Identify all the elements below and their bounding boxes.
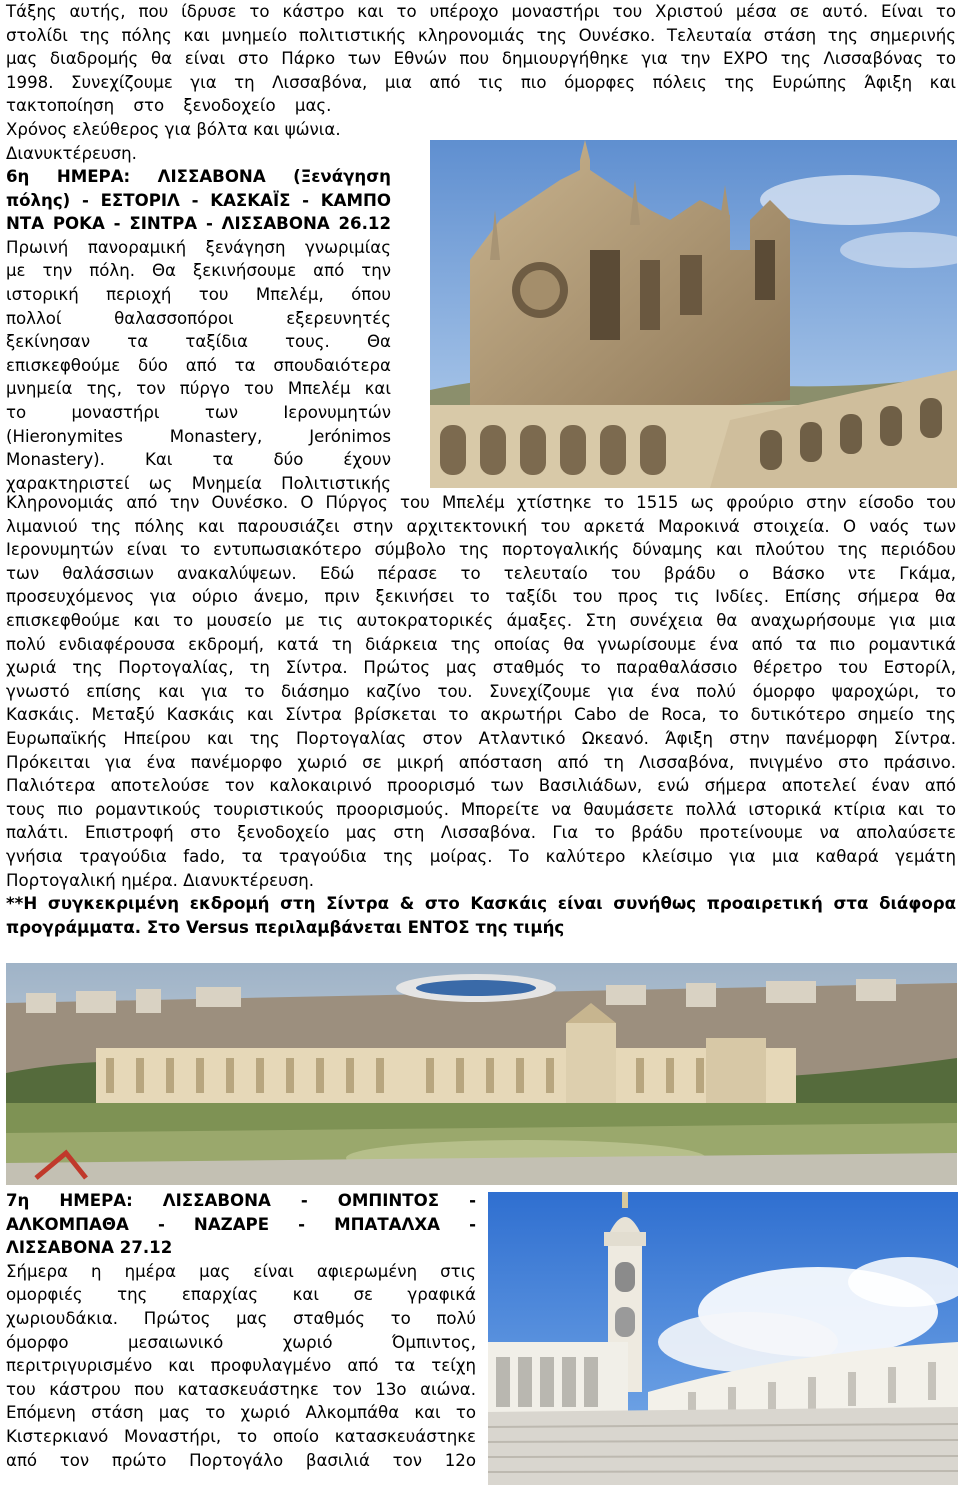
belem-illustration <box>6 963 957 1185</box>
note-line: **Η συγκεκριμένη εκδρομή στη Σίντρα & στο Κασκάις είναι συνήθως προαιρετική στα διάφορα <box>6 894 956 914</box>
day6-column-text <box>6 236 391 496</box>
text-line: τους πιο ρομαντικούς τουριστικούς προορισμούς. Μπορείτε να θαυμάσετε πολλά ιστορικά κτίρια και το <box>6 799 956 819</box>
text-line: Διανυκτέρευση. <box>6 143 137 163</box>
text-line: Επόμενη στάση μας το χωριό Αλκομπάθα και το <box>6 1403 476 1423</box>
text-line: του κάστρου που κατασκευάστηκε τον 13ο αιώνα. <box>6 1379 476 1399</box>
text-line: γνήσια τραγούδια fado, τα τραγούδια της μοίρας. Το καλύτερο κλείσιμο για μια καθαρά γεμάτη <box>6 846 956 866</box>
text-line: πολύ ενδιαφέρουσα εκδρομή, κατά τη διάρκεια της οποίας θα γνωρίσουμε ένα από τα πιο ρομαντικά <box>6 634 956 654</box>
text-line: Παλιότερα αποτελούσε τον καλοκαιρινό προορισμό των Βασιλιάδων, ενώ σήμερα αποτελεί έναν από <box>6 776 956 796</box>
day6-heading-line: ΝΤΑ ΡΟΚΑ - ΣΙΝΤΡΑ - ΛΙΣΣΑΒΟΝΑ 26.12 <box>6 214 391 234</box>
text-line: χωριά της Πορτογαλίας, τη Σίντρα. Πρώτος μας σταθμός το παραθαλάσσιο θέρετρο του Εστορίλ, <box>6 658 956 678</box>
text-line: χαρακτηριστεί ως Μνημεία Πολιτιστικής <box>6 473 391 493</box>
text-line: όμορφο μεσαιωνικό χωριό Όμπιντος, <box>6 1332 476 1352</box>
text-line: μας διαδρομής θα είναι στο Πάρκο των Εθνών που δημιουργήθηκε για την EXPO της Λισσαβόνας το <box>6 49 956 69</box>
text-line: χωριουδάκια. Πρώτος μας σταθμός το πολύ <box>6 1308 476 1328</box>
convent-illustration <box>430 140 957 488</box>
fatima-sanctuary-photo <box>488 1192 958 1485</box>
text-line: Κληρονομιάς από την Ουνέσκο. Ο Πύργος του Μπελέμ χτίστηκε το 1515 ως φρούριο στην είσοδο του <box>6 493 956 512</box>
day6-full-text <box>6 491 956 892</box>
text-line: Ιερονυμητών είναι το εντυπωσιακότερο σύμβολο της πορτογαλικής δύναμης και πλούτου της περιόδου <box>6 540 956 560</box>
day6-heading-line: πόλης) - ΕΣΤΟΡΙΛ - ΚΑΣΚΑΪΣ - ΚΑΜΠΟ <box>6 190 391 210</box>
text-line: Τάξης αυτής, που ίδρυσε το κάστρο και το υπέροχο μοναστήρι του Χριστού μέσα σε αυτό. Είναι το <box>6 2 956 21</box>
text-line: περιτριγυρισμένο και προφυλαγμένο από τα τείχη <box>6 1356 476 1376</box>
day7-section <box>6 1189 476 1472</box>
jeronimos-monastery-panorama-photo <box>6 963 957 1185</box>
text-line: Πρωινή πανοραμική ξενάγηση γνωριμίας <box>6 237 391 257</box>
convent-of-christ-photo <box>430 140 957 488</box>
text-line: Κιστερκιανό Μοναστήρι, το οποίο κατασκευάστηκε <box>6 1426 476 1446</box>
text-line: γνωστό επίσης και για το διάσημο καζίνο του. Συνεχίζουμε για ένα πολύ όμορφο ψαροχώρι, το <box>6 681 956 701</box>
text-line: επισκεφθούμε και το μουσείο με τις αυτοκρατορικές άμαξες. Στη συνέχεια θα αναχωρήσουμε για μια <box>6 610 956 630</box>
day6-heading-line: 6η ΗΜΕΡΑ: ΛΙΣΣΑΒΟΝΑ (Ξενάγηση <box>6 167 391 186</box>
text-line: Σήμερα η ημέρα μας είναι αφιερωμένη στις <box>6 1261 476 1281</box>
text-line: των θαλάσσιων ανακαλύψεων. Εδώ πέρασε το τελευταίο του βράδυ ο Βάσκο ντε Γκάμα, <box>6 563 956 583</box>
text-line: Πρόκειται για ένα πανέμορφο χωριό σε μικρή απόσταση από τη Λισσαβόνα, πνιγμένο στο πράσινο. <box>6 752 956 772</box>
text-line: με την πόλη. Θα ξεκινήσουμε από την <box>6 261 391 281</box>
text-line: από τον πρώτο Πορτογάλο βασιλιά τον 12ο <box>6 1450 476 1470</box>
text-line: Κασκάις. Μεταξύ Κασκάις και Σίντρα βρίσκεται το ακρωτήρι Cabo de Roca, το δυτικότερο σημείο της <box>6 705 956 725</box>
text-line: Monastery). Και τα δύο έχουν <box>6 450 391 470</box>
text-line: ομορφιές της επαρχίας και σε γραφικά <box>6 1285 476 1305</box>
text-line: μνημεία της, τον πύργο του Μπελέμ και <box>6 379 391 399</box>
text-line: το μοναστήρι των Ιερονυμητών <box>6 402 391 422</box>
text-line: προσευχόμενος για ούριο άνεμο, πριν ξεκινήσει το ταξίδι του προς τις Ινδίες. Επίσης σήμερα θα <box>6 587 956 607</box>
text-line: στολίδι της πόλης και μνημείο πολιτιστικής κληρονομιάς της Ουνέσκο. Τελευταία στάση της σημερινής <box>6 25 956 45</box>
text-line: λιμανιού της πόλης και παρουσιάζει στην αρχιτεκτονική του αρκετά Μαροκινά στοιχεία. Ο ναός των <box>6 516 956 536</box>
text-line: παλάτι. Επιστροφή στο ξενοδοχείο μας στη Λισσαβόνα. Για το βράδυ προτείνουμε να απολαύσετε <box>6 823 956 843</box>
text-line: Χρόνος ελεύθερος για βόλτα και ψώνια. <box>6 119 341 139</box>
text-line: τακτοποίηση στο ξενοδοχείο μας. <box>6 96 332 116</box>
text-line: ξεκίνησαν τα ταξίδια τους. Θα <box>6 332 391 352</box>
day6-column <box>6 165 391 495</box>
day7-heading-line: ΑΛΚΟΜΠΑΘΑ - ΝΑΖΑΡΕ - ΜΠΑΤΑΛΧΑ - <box>6 1214 476 1234</box>
day7-heading-line: ΛΙΣΣΑΒΟΝΑ 27.12 <box>6 1238 173 1258</box>
text-line: πολλοί θαλασσοπόροι εξερευνητές <box>6 308 391 328</box>
text-line: Πορτογαλική ημέρα. Διανυκτέρευση. <box>6 870 315 890</box>
text-line: Ευρωπαϊκής Ηπείρου και της Πορτογαλίας στον Ατλαντικό Ωκεανό. Άφιξη στην πανέμορφη Σίντρα. <box>6 728 956 748</box>
day7-text <box>6 1260 476 1472</box>
text-line: (Hieronymites Monastery, Jerónimos <box>6 426 391 446</box>
day6-body <box>6 491 956 939</box>
day7-heading-line: 7η ΗΜΕΡΑ: ΛΙΣΣΑΒΟΝΑ - ΟΜΠΙΝΤΟΣ - <box>6 1191 476 1210</box>
note-line: προγράμματα. Στο Versus περιλαμβάνεται ΕΝΤΟΣ της τιμής <box>6 917 565 937</box>
text-line: επισκεφθούμε δύο από τα σπουδαιότερα <box>6 355 391 375</box>
text-line: ιστορική περιοχή του Μπελέμ, όπου <box>6 284 391 304</box>
fatima-illustration <box>488 1192 958 1485</box>
text-line: 1998. Συνεχίζουμε για τη Λισσαβόνα, μια από τις πιο όμορφες πόλεις της Ευρώπης Άφιξη και <box>6 72 956 92</box>
